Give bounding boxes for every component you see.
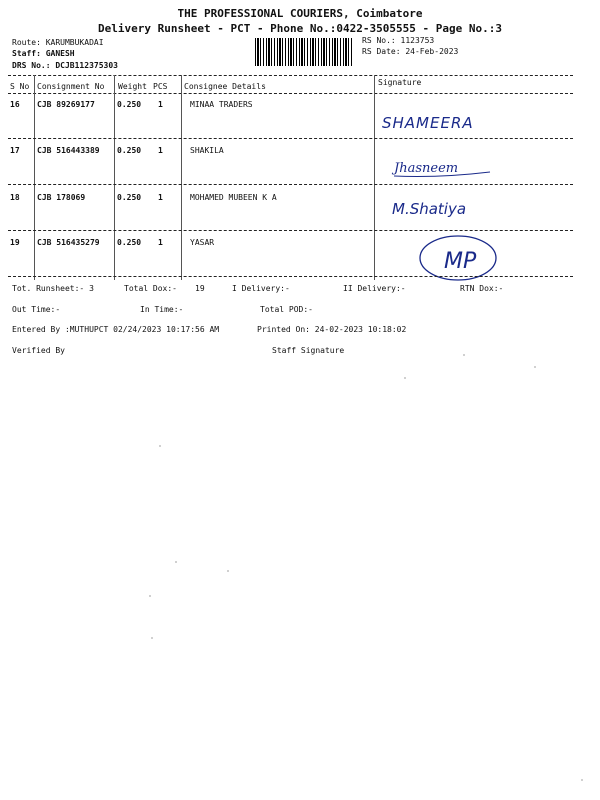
rs-date: RS Date: 24-Feb-2023 xyxy=(362,47,459,56)
row-pcs: 1 xyxy=(158,146,163,155)
col-header-pcs: PCS xyxy=(153,82,168,91)
row-pcs: 1 xyxy=(158,238,163,247)
col-header-sno: S No xyxy=(10,82,30,91)
printed-on: Printed On: 24-02-2023 10:18:02 xyxy=(257,325,407,334)
col-header-weight: Weight xyxy=(118,82,147,91)
col-header-consignment: Consignment No xyxy=(37,82,105,91)
total-dox-value: 19 xyxy=(195,284,205,293)
svg-text:MP: MP xyxy=(444,249,477,274)
row-sno: 18 xyxy=(10,193,20,202)
row-sno: 19 xyxy=(10,238,20,247)
entered-by: Entered By :MUTHUPCT 02/24/2023 10:17:56 AM xyxy=(12,325,220,334)
in-time: In Time:- xyxy=(140,305,184,314)
svg-text:M.Shatiya: M.Shatiya xyxy=(392,200,467,218)
svg-text:SHAMEERA: SHAMEERA xyxy=(382,114,474,132)
runsheet-subtitle: Delivery Runsheet - PCT - Phone No.:0422-3505555 - Page No.:3 xyxy=(98,22,502,35)
row-weight: 0.250 xyxy=(117,100,142,109)
row-pcs: 1 xyxy=(158,100,163,109)
row-consignment: CJB 516435279 xyxy=(37,238,100,247)
drs-number: DRS No.: DCJB112375303 xyxy=(12,61,118,70)
row-weight: 0.250 xyxy=(117,238,142,247)
row-consignment: CJB 178069 xyxy=(37,193,86,202)
row-consignee: YASAR xyxy=(190,238,215,247)
ii-delivery: II Delivery:- xyxy=(343,284,406,293)
staff-label: Staff: GANESH xyxy=(12,49,75,58)
row-weight: 0.250 xyxy=(117,146,142,155)
rs-number: RS No.: 1123753 xyxy=(362,36,435,45)
col-header-signature: Signature xyxy=(378,78,422,87)
rtn-dox: RTN Dox:- xyxy=(460,284,504,293)
out-time: Out Time:- xyxy=(12,305,61,314)
row-consignment: CJB 516443389 xyxy=(37,146,100,155)
row-consignment: CJB 89269177 xyxy=(37,100,95,109)
staff-signature: Staff Signature xyxy=(272,346,345,355)
row-sno: 16 xyxy=(10,100,20,109)
total-dox-label: Total Dox:- xyxy=(124,284,177,293)
col-header-consignee: Consignee Details xyxy=(184,82,266,91)
svg-text:Jhasneem: Jhasneem xyxy=(394,161,459,176)
row-consignee: MOHAMED MUBEEN K A xyxy=(190,193,277,202)
row-consignee: SHAKILA xyxy=(190,146,224,155)
total-pod: Total POD:- xyxy=(260,305,313,314)
route-label: Route: KARUMBUKADAI xyxy=(12,38,104,47)
row-sno: 17 xyxy=(10,146,20,155)
row-pcs: 1 xyxy=(158,193,163,202)
row-consignee: MINAA TRADERS xyxy=(190,100,253,109)
verified-by: Verified By xyxy=(12,346,65,355)
tot-runsheet: Tot. Runsheet:- 3 xyxy=(12,284,94,293)
company-title: THE PROFESSIONAL COURIERS, Coimbatore xyxy=(177,7,423,20)
row-weight: 0.250 xyxy=(117,193,142,202)
i-delivery: I Delivery:- xyxy=(232,284,290,293)
